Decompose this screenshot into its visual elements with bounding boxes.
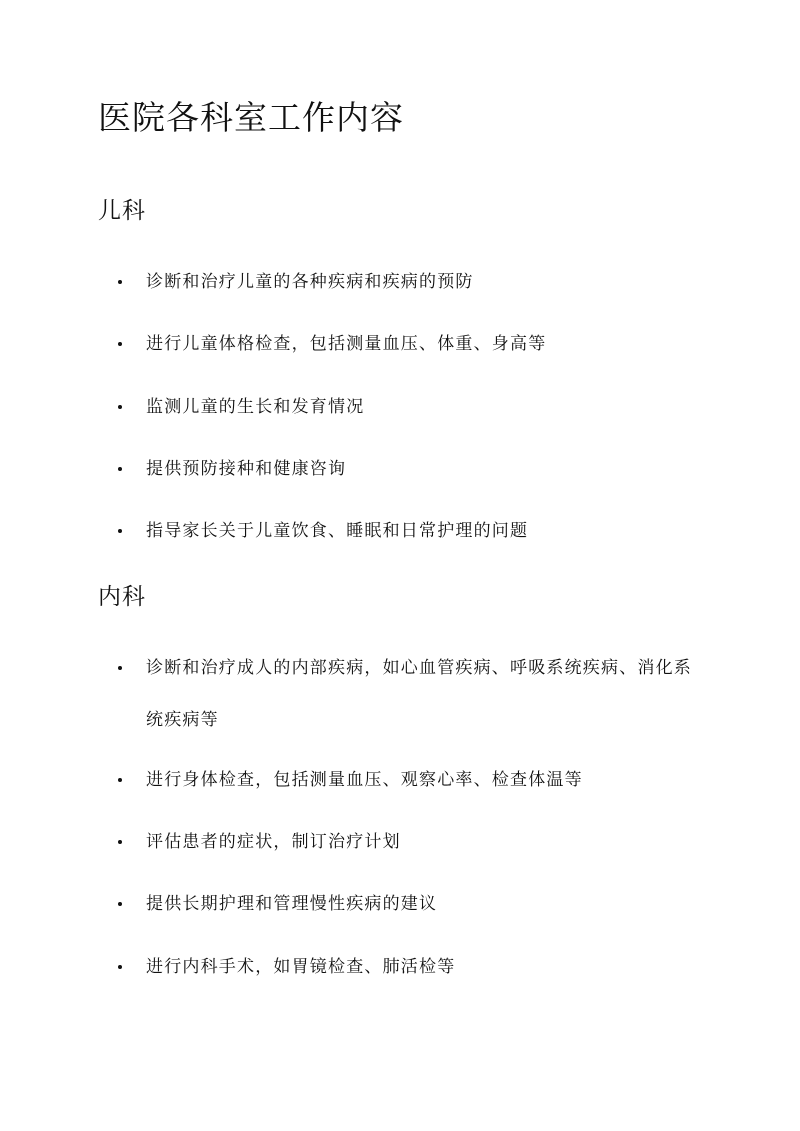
list-item-text: 进行内科手术，如胃镜检查、肺活检等 [146,957,456,977]
list-item-text: 进行儿童体格检查，包括测量血压、体重、身高等 [146,334,547,354]
list-item [0,889,800,919]
list-item [0,329,800,359]
list-item [0,653,800,730]
bullet-icon [118,405,122,409]
list-item-text: 提供长期护理和管理慢性疾病的建议 [146,894,438,914]
bullet-icon [118,467,122,471]
list-item-text: 监测儿童的生长和发育情况 [146,397,365,417]
bullet-icon [118,666,122,670]
list-item-text: 诊断和治疗成人的内部疾病，如心血管疾病、呼吸系统疾病、消化系统疾病等 [146,658,692,730]
bullet-icon [118,280,122,284]
section-heading-pediatrics: 儿科 [98,198,146,224]
list-item-text: 提供预防接种和健康咨询 [146,459,347,479]
list-item [0,827,800,857]
bullet-icon [118,840,122,844]
list-item [0,765,800,795]
list-item-text: 评估患者的症状，制订治疗计划 [146,832,401,852]
bullet-icon [118,342,122,346]
bullet-icon [118,902,122,906]
list-item [0,267,800,297]
list-item [0,516,800,546]
list-item-text: 进行身体检查，包括测量血压、观察心率、检查体温等 [146,770,583,790]
bullet-icon [118,529,122,533]
document-title: 医院各科室工作内容 [98,98,404,137]
list-item-text: 诊断和治疗儿童的各种疾病和疾病的预防 [146,272,474,292]
section-heading-internal-medicine: 内科 [98,584,146,610]
list-item [0,952,800,982]
list-item [0,454,800,484]
list-item-text: 指导家长关于儿童饮食、睡眠和日常护理的问题 [146,521,529,541]
bullet-icon [118,778,122,782]
list-item [0,392,800,422]
bullet-icon [118,965,122,969]
